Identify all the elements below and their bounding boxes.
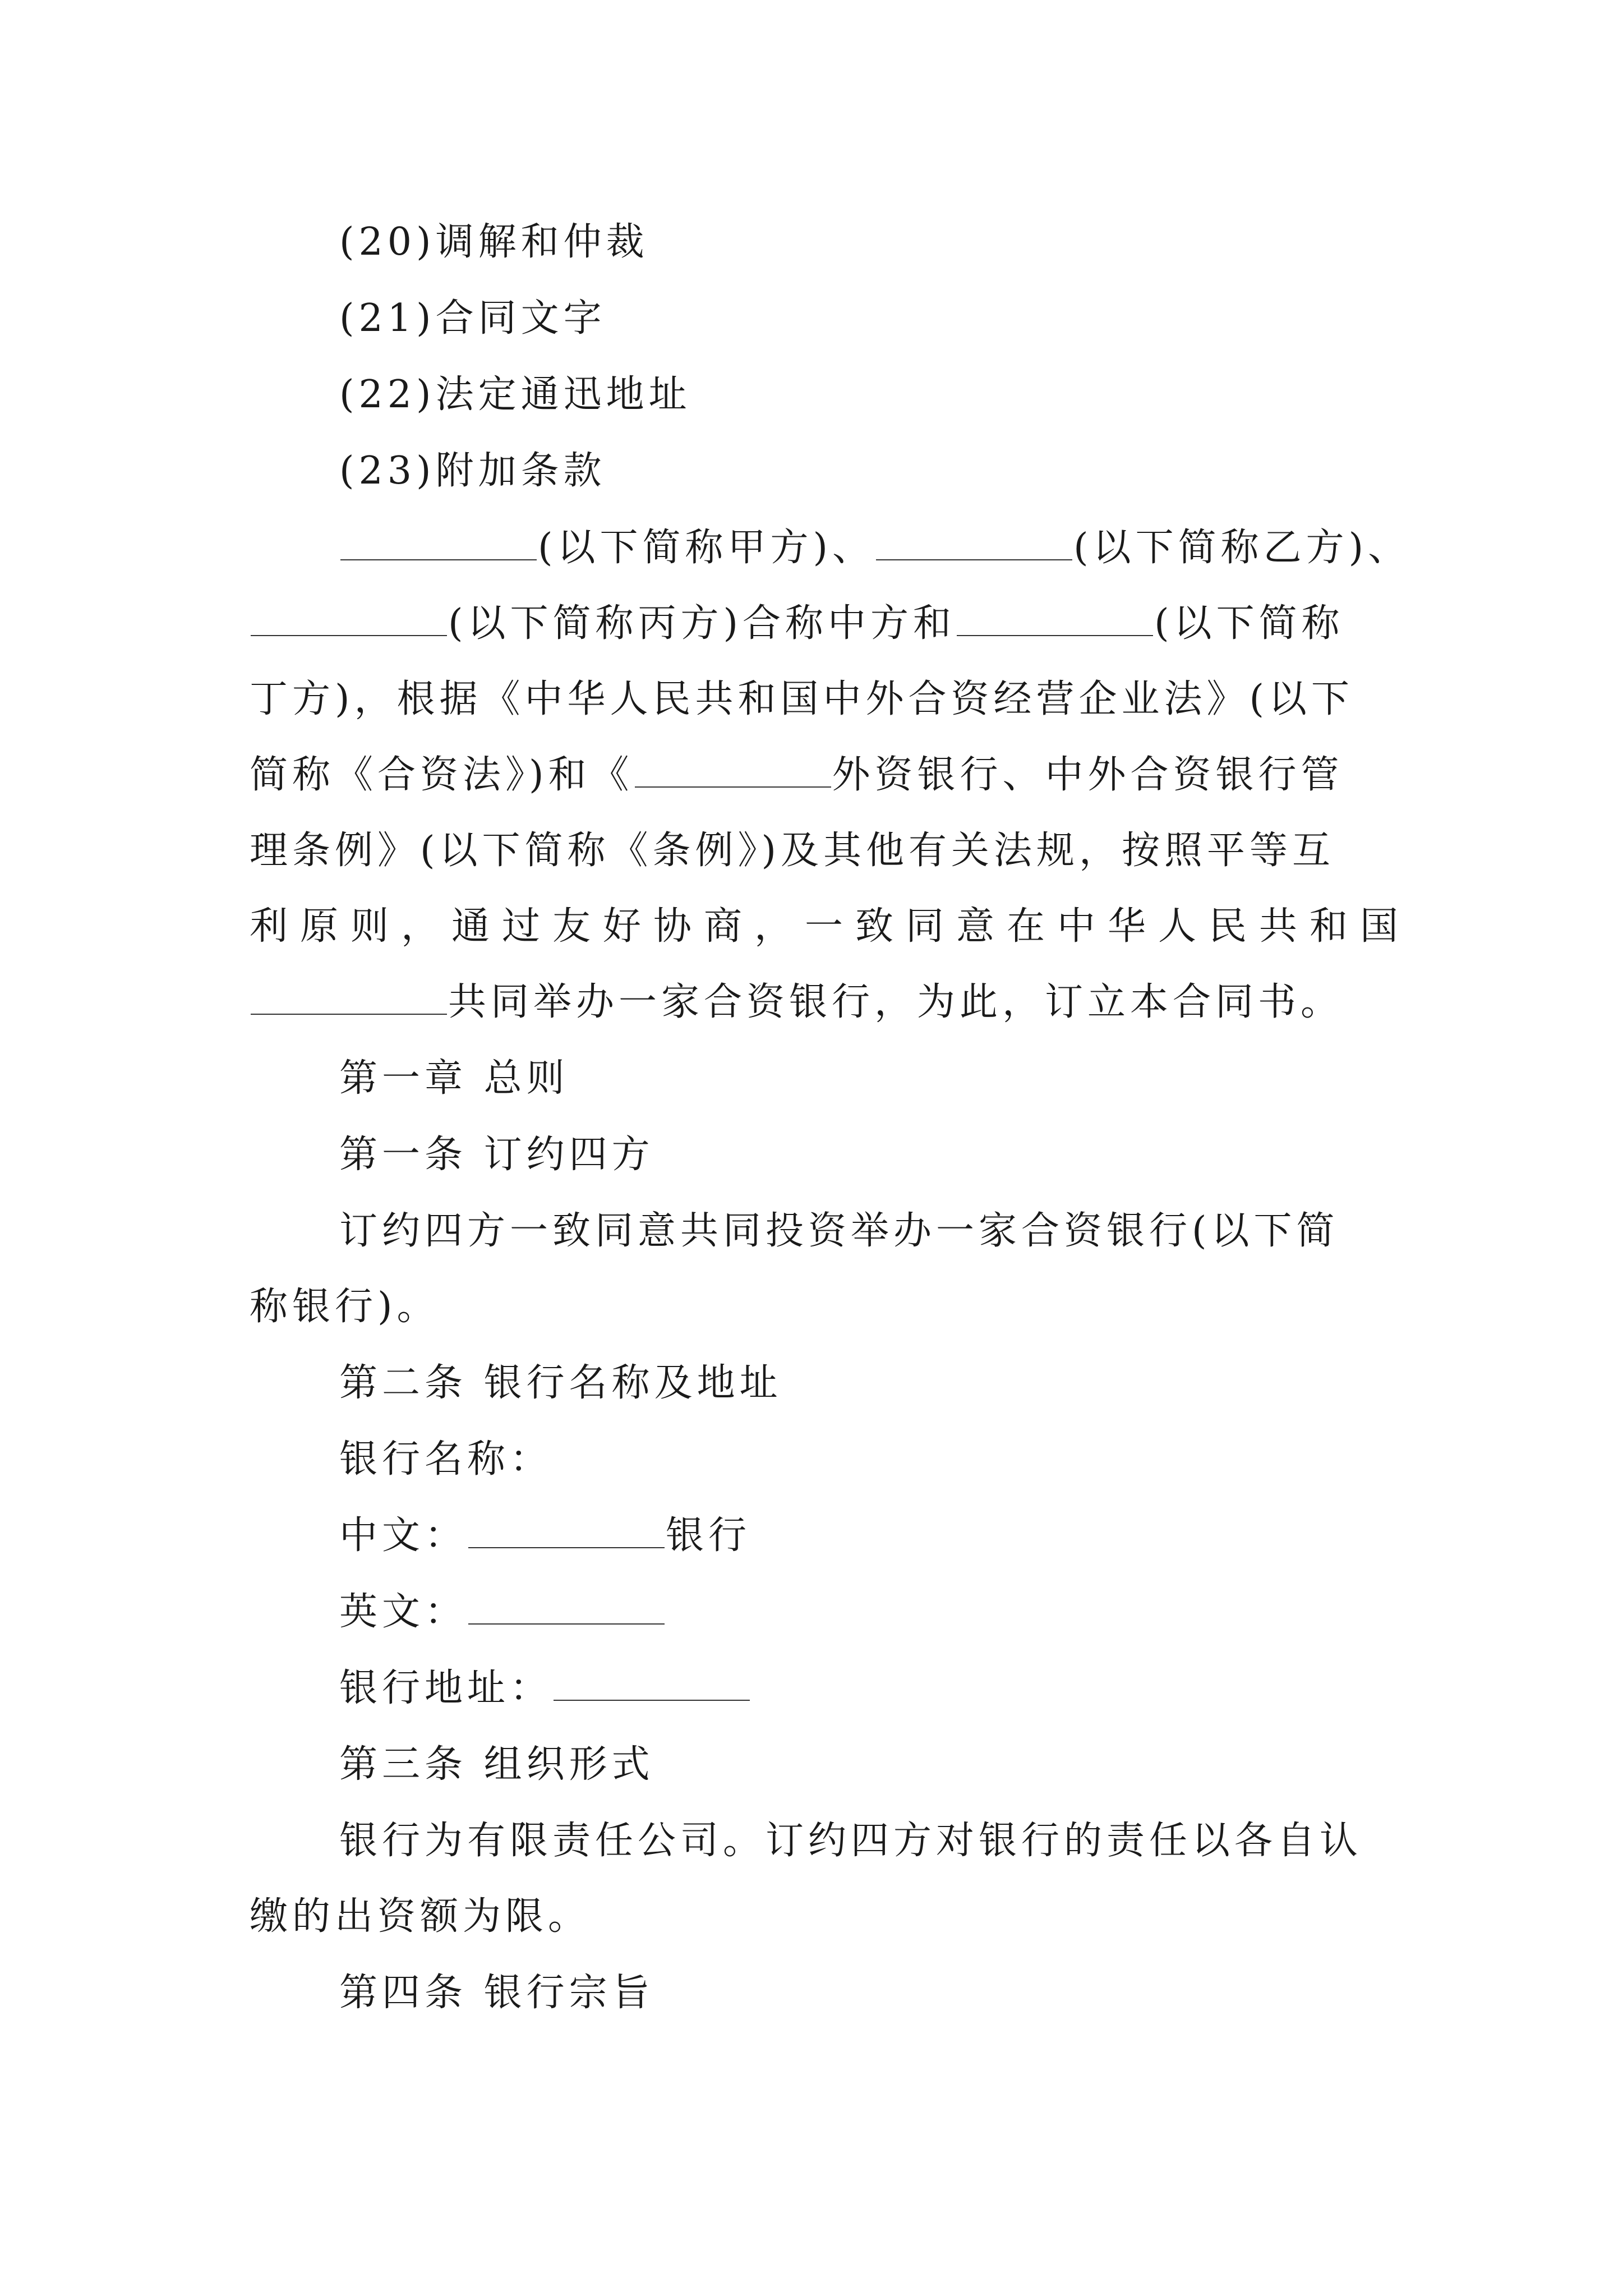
bank-name-label: 银行名称： [339,1437,553,1481]
preamble-text: (以下简称 [1154,601,1344,646]
preamble-line-2 [250,601,1344,646]
english-name-label: 英文： [339,1590,468,1634]
chinese-name-suffix: 银行 [666,1513,751,1558]
blank-chinese-name [468,1516,665,1548]
preamble-line-5: 理条例》(以下简称《条例》)及其他有关法规，按照平等互 [250,829,1335,873]
preamble-line-3: 丁方)，根据《中华人民共和国中外合资经营企业法》(以下 [250,677,1354,721]
bank-address-label: 银行地址： [339,1666,553,1710]
article-2-heading: 第二条 银行名称及地址 [339,1361,782,1405]
article-1-heading: 第一条 订约四方 [339,1133,654,1177]
article-1-text-line-1: 订约四方一致同意共同投资举办一家合资银行(以下简 [339,1209,1339,1253]
preamble-text: (以下简称乙方)、 [1073,526,1411,570]
blank-location [251,982,447,1015]
preamble-line-4 [250,753,1344,798]
preamble-text: 简称《合资法》)和《 [250,753,634,797]
article-3-text-line-1: 银行为有限责任公司。订约四方对银行的责任以各自认 [339,1819,1363,1863]
blank-party-b [876,528,1072,560]
chapter-heading: 第一章 总则 [339,1056,569,1101]
preamble-text: (以下简称丙方)合称中方和 [448,601,956,646]
english-name-line [339,1590,666,1635]
chinese-name-label: 中文： [339,1513,468,1558]
article-3-text-line-2: 缴的出资额为限。 [250,1894,591,1939]
chinese-name-line [339,1513,751,1558]
preamble-line-7 [250,980,1343,1025]
article-1-text-line-2: 称银行)。 [250,1285,440,1329]
list-item-23: (23)附加条款 [339,449,606,493]
list-item-20: (20)调解和仲裁 [339,220,649,264]
blank-party-d [957,604,1153,636]
blank-english-name [468,1592,665,1625]
article-4-heading: 第四条 银行宗旨 [339,1971,654,2015]
bank-address-line [339,1666,751,1711]
list-item-22: (22)法定通迅地址 [339,372,691,417]
preamble-text: 外资银行、中外合资银行管 [832,753,1344,797]
preamble-line-1 [339,526,1410,570]
preamble-text: 共同举办一家合资银行，为此，订立本合同书。 [448,980,1344,1024]
blank-party-c [251,604,447,636]
blank-bank-address [554,1668,750,1701]
article-3-heading: 第三条 组织形式 [339,1742,654,1787]
blank-party-a [340,528,537,560]
preamble-line-6: 利原则，通过友好协商，一致同意在中华人民共和国 [250,904,1411,949]
preamble-text: (以下简称甲方)、 [538,526,875,570]
list-item-21: (21)合同文字 [339,296,606,341]
blank-country [635,755,831,788]
